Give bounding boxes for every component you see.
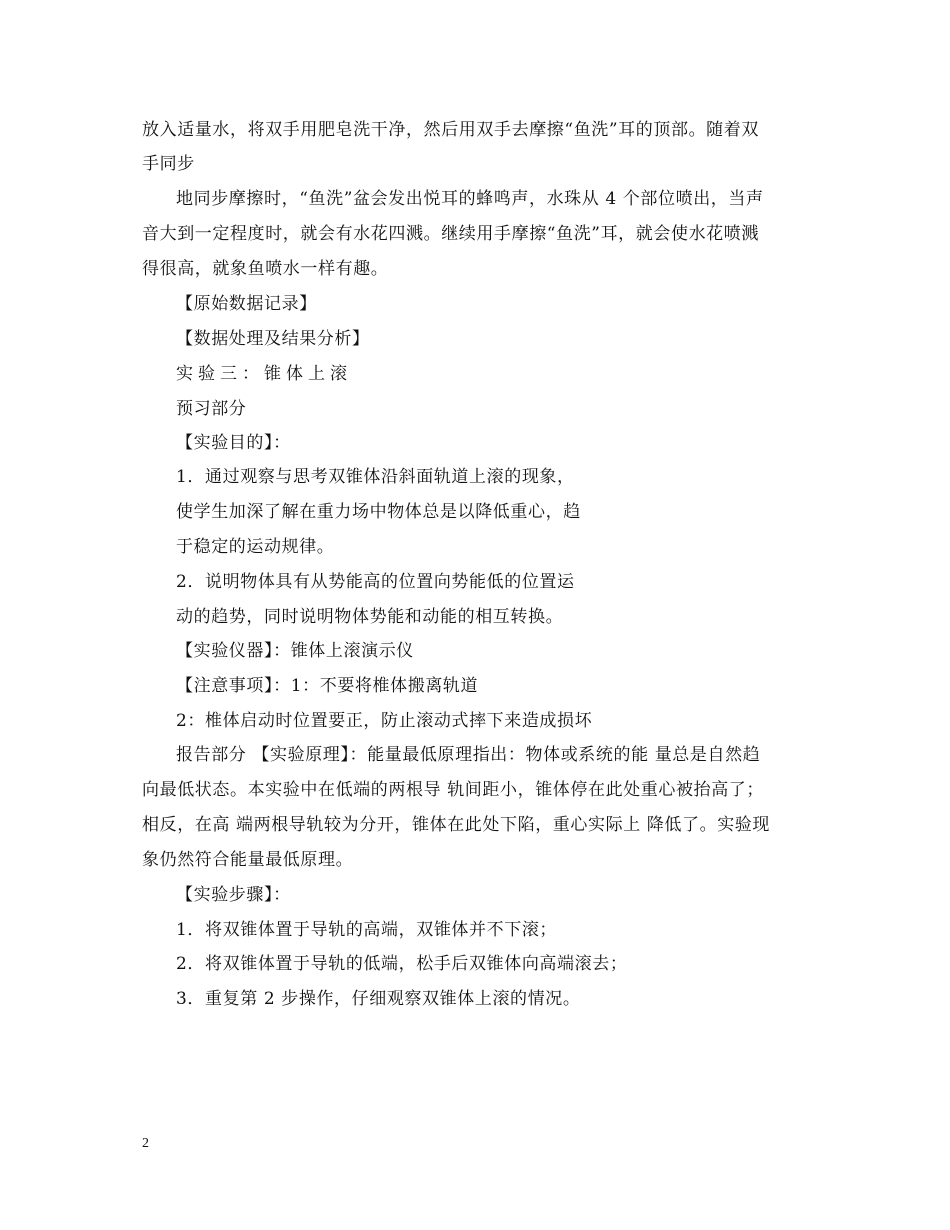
page-number: 2: [142, 1136, 149, 1151]
text-line: 2：椎体启动时位置要正，防止滚动式摔下来造成损坏: [176, 711, 593, 731]
text-line: 音大到一定程度时，就会有水花四溅。继续用手摩擦“鱼洗”耳，就会使水花喷溅: [142, 224, 759, 244]
text-line: 放入适量水，将双手用肥皂洗干净，然后用双手去摩擦“鱼洗”耳的顶部。随着双: [142, 120, 759, 140]
text-line: 3．重复第 2 步操作，仔细观察双锥体上滚的情况。: [176, 989, 581, 1009]
section-heading: 【数据处理及结果分析】: [176, 329, 370, 349]
section-heading: 【原始数据记录】: [176, 294, 317, 314]
text-line: 【实验仪器】：锥体上滚演示仪: [176, 641, 414, 661]
text-line: 使学生加深了解在重力场中物体总是以降低重心，趋: [176, 502, 581, 522]
text-line: 手同步: [142, 154, 195, 174]
text-line: 地同步摩擦时，“鱼洗”盆会发出悦耳的蜂鸣声，水珠从 4 个部位喷出，当声: [176, 189, 764, 209]
experiment-title: 实验三：锥体上滚: [176, 364, 352, 384]
text-line: 2．将双锥体置于导轨的低端，松手后双锥体向高端滚去；: [176, 954, 628, 974]
text-line: 向最低状态。本实验中在低端的两根导 轨间距小，锥体停在此处重心被抬高了；: [142, 780, 765, 800]
section-heading: 【实验目的】：: [176, 433, 291, 453]
text-line: 象仍然符合能量最低原理。: [142, 850, 354, 870]
text-line: 于稳定的运动规律。: [176, 537, 335, 557]
text-line: 相反，在高 端两根导轨较为分开，锥体在此处下陷，重心实际上 降低了。实验现: [142, 815, 771, 835]
text-line: 预习部分: [176, 399, 247, 419]
text-line: 【注意事项】：1：不要将椎体搬离轨道: [176, 676, 479, 696]
text-line: 1．将双锥体置于导轨的高端，双锥体并不下滚；: [176, 920, 558, 940]
text-line: 报告部分 【实验原理】：能量最低原理指出：物体或系统的能 量总是自然趋: [176, 745, 761, 765]
text-line: 动的趋势，同时说明物体势能和动能的相互转换。: [176, 607, 564, 627]
text-line: 得很高，就象鱼喷水一样有趣。: [142, 259, 389, 279]
section-heading: 【实验步骤】：: [176, 885, 291, 905]
text-line: 1．通过观察与思考双锥体沿斜面轨道上滚的现象，: [176, 467, 575, 487]
text-line: 2．说明物体具有从势能高的位置向势能低的位置运: [176, 572, 575, 592]
